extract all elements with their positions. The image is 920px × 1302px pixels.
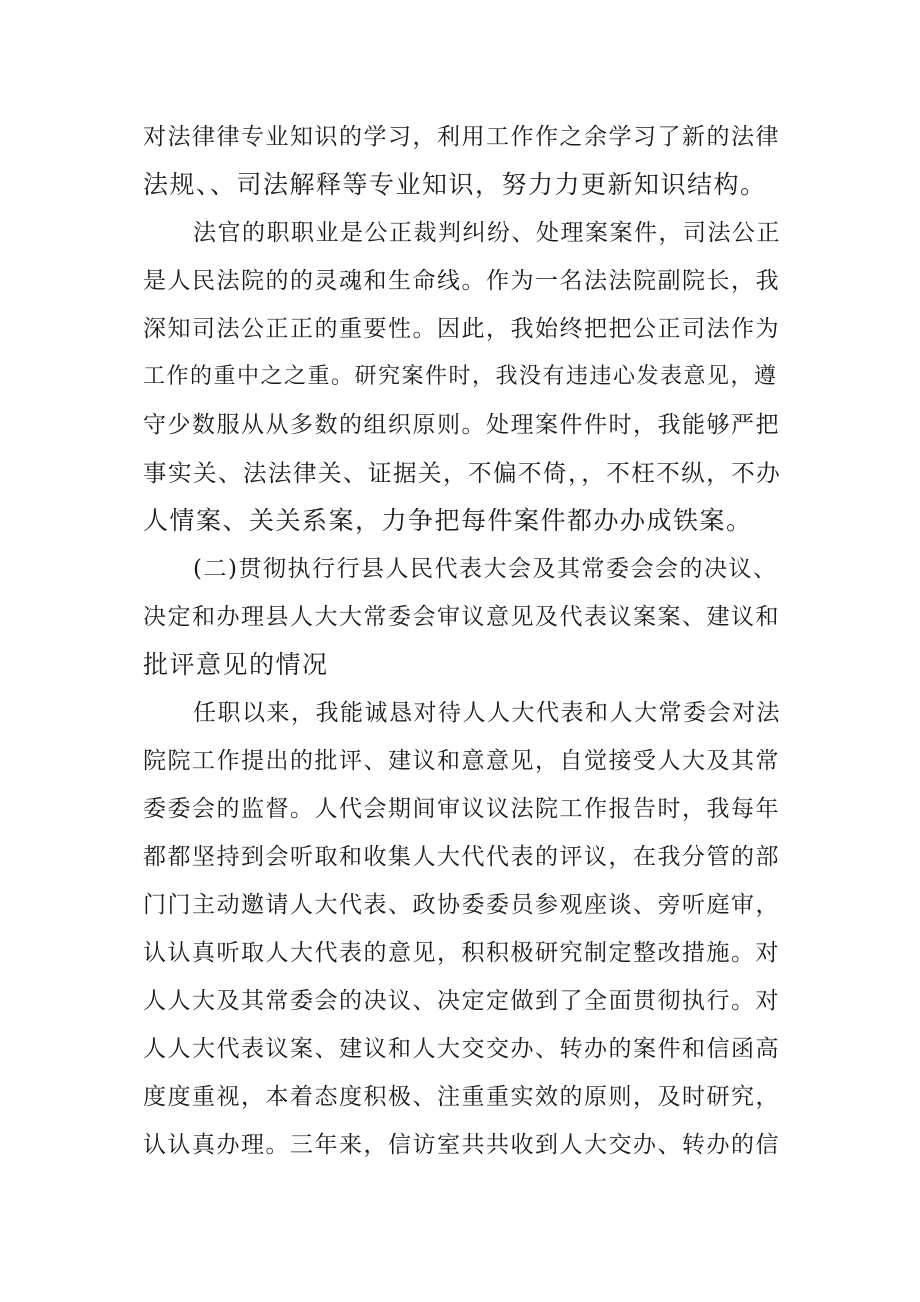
text-line: 事实关、法法律关、证据关，不偏不倚，，不枉不纵，不办: [143, 459, 782, 487]
document-body: [143, 113, 783, 1169]
text-line: 工作的重中之之重。研究案件时，我没有违违心发表意见，遵: [143, 364, 778, 389]
text-line: 认认真听取人大代表的意见，积积极研究制定整改措施。对: [143, 940, 780, 966]
section-heading-line: (二)贯彻执行行县人民代表大会及其常委会会的决议、: [193, 556, 778, 582]
text-line: 人人大代表议案、建议和人大交交办、转办的案件和信函高: [143, 1036, 780, 1062]
text-line: 是人民法院的的灵魂和生命线。作为一名法法院副院长，我: [143, 268, 780, 294]
text-line: 都都坚持到会听取和收集人大代代表的评议，在我分管的部: [143, 844, 780, 870]
text-line: 法规、、司法解释等专业知识，努力力更新知识结构。: [143, 170, 767, 199]
text-line: 认认真办理。三年来，信访室共共收到人大交办、转办的信: [143, 1132, 780, 1158]
section-heading-line: 批评意见的情况: [143, 650, 329, 679]
text-line: 委委会的监督。人代会期间审议议法院工作报告时，我每年: [143, 796, 780, 822]
text-line: 深知司法公正正的重要性。因此，我始终把把公正司法作为: [143, 316, 780, 342]
text-line: 人人大及其常委会的决议、决定定做到了全面贯彻执行。对: [143, 988, 780, 1014]
text-line: 对法律律专业知识的学习，利用工作作之余学习了新的法律: [143, 124, 780, 150]
paragraph-start-line: 法官的职职业是公正裁判纠纷、处理案案件，司法公正: [193, 220, 781, 246]
section-heading-line: 决定和办理县人大大常委会审议意见及代表议案案、建议和: [143, 604, 780, 630]
text-line: 守少数服从从多数的组织原则。处理案件件时，我能够严把: [143, 412, 780, 438]
text-line: 人情案、关关系案，力争把每件案件都办办成铁案。: [143, 506, 753, 535]
paragraph-start-line: 任职以来，我能诚恳对待人人大代表和人大常委会对法: [193, 700, 781, 726]
text-line: 门门主动邀请人大代表、政协委委员参观座谈、旁听庭审，: [143, 892, 780, 918]
text-line: 度度重视，本着态度积极、注重重实效的原则，及时研究，: [143, 1084, 780, 1110]
text-line: 院院工作提出的批评、建议和意意见，自觉接受人大及其常: [143, 748, 780, 774]
